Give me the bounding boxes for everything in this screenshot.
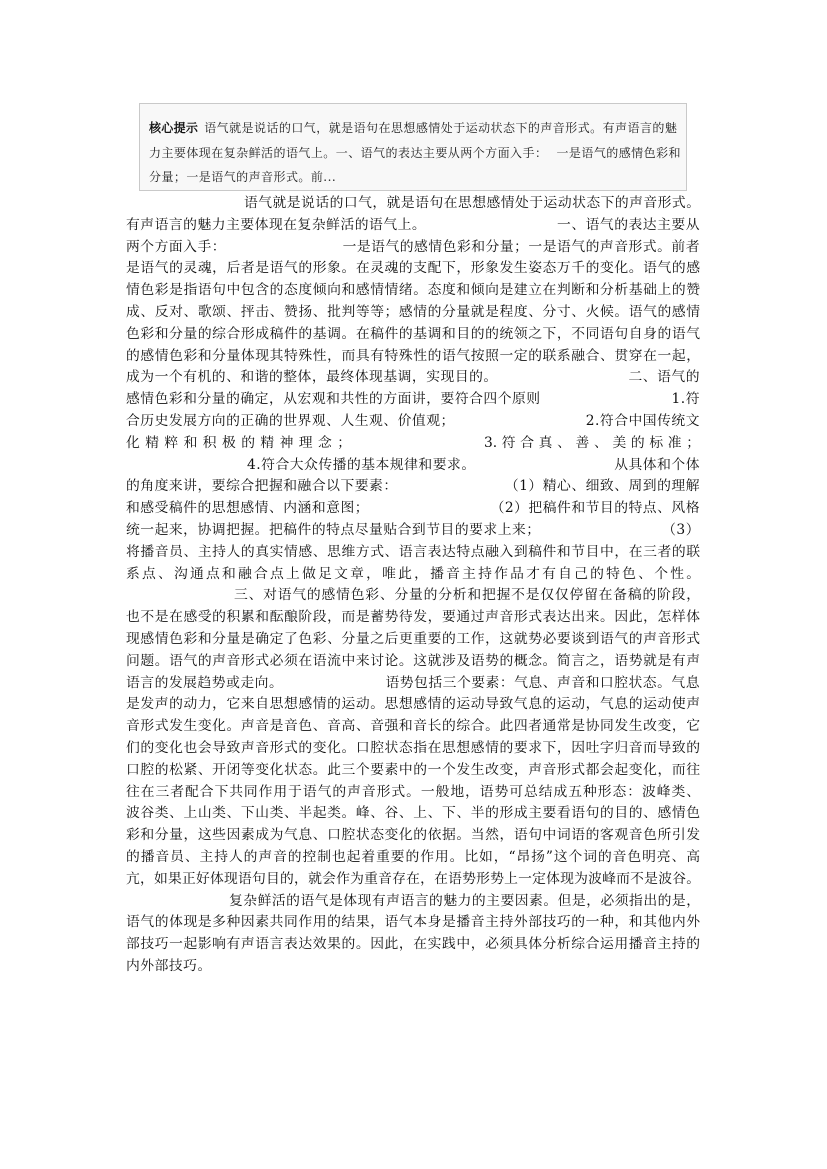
- text-segment: 有声语言的魅力主要体现在复杂鲜活的语气上。: [126, 216, 427, 233]
- body-line: [126, 324, 700, 346]
- text-segment: 化精粹和积极的精神理念；: [126, 434, 351, 451]
- text-segment: 1.符: [671, 391, 700, 408]
- text-segment: 是发声的动力，它来自思想感情的运动。思想感情的运动导致气息的运动，气息的运动使声: [126, 696, 700, 713]
- body-line: [126, 520, 700, 542]
- summary-line: [149, 116, 681, 140]
- body-line: [126, 869, 700, 891]
- body-line: [126, 542, 700, 564]
- body-line: [126, 193, 700, 215]
- summary-text: 语气就是说话的口气，就是语句在思想感情处于运动状态下的声音形式。有声语言的魅: [204, 121, 678, 135]
- body-line: [126, 651, 700, 673]
- body-line: [126, 476, 700, 498]
- summary-line: [149, 141, 681, 165]
- text-segment: 内外部技巧。: [126, 958, 212, 974]
- body-line: [126, 738, 700, 760]
- text-segment: （1）精心、细致、周到的理解: [504, 478, 700, 495]
- text-segment: 4.符合大众传播的基本规律和要求。: [247, 456, 476, 473]
- text-segment: 3.符合真、善、美的标准；: [484, 434, 700, 451]
- body-line: [126, 782, 700, 804]
- text-segment: 和感受稿件的思想感情、内涵和意图；: [126, 500, 370, 517]
- summary-line: [149, 165, 681, 189]
- text-segment: 往在三者配合下共同作用于语气的声音形式。一般地，语势可总结成五种形态：波峰类、: [126, 783, 700, 800]
- summary-text: 分量；一是语气的声音形式。前...: [149, 170, 337, 184]
- text-segment: 彩和分量，这些因素成为气息、口腔状态变化的依据。当然，语句中词语的客观音色所引发: [126, 827, 700, 844]
- body-line: [126, 367, 700, 389]
- text-segment: 将播音员、主持人的真实情感、思维方式、语言表达特点融入到稿件和节目中，在三者的联: [126, 543, 700, 560]
- text-segment: 色彩和分量的综合形成稿件的基调。在稿件的基调和目的的统领之下，不同语句自身的语气: [126, 325, 700, 342]
- body-line: [126, 455, 700, 477]
- text-segment: 两个方面入手：: [126, 238, 227, 255]
- body-line: [126, 346, 700, 368]
- body-line: [126, 629, 700, 651]
- text-segment: 三、对语气的感情色彩、分量的分析和把握不是仅仅停留在备稿的阶段，: [234, 587, 700, 604]
- text-segment: 也不是在感受的积累和酝酿阶段，而是蓄势待发，要通过声音形式表达出来。因此，怎样体: [126, 609, 700, 626]
- text-segment: 语气就是说话的口气，就是语句在思想感情处于运动状态下的声音形式。: [244, 195, 700, 211]
- body-line: [126, 607, 700, 629]
- text-segment: 语势包括三个要素：气息、声音和口腔状态。气息: [385, 674, 700, 691]
- body-line: [126, 891, 700, 913]
- body-line: [126, 280, 700, 302]
- text-segment: 问题。语气的声音形式必须在语流中来讨论。这就涉及语势的概念。简言之，语势就是有声: [126, 652, 700, 669]
- body-line: [126, 258, 700, 280]
- text-segment: 情色彩是指语句中包含的态度倾向和感情情绪。态度和倾向是建立在判断和分析基础上的赞: [126, 282, 700, 299]
- body-line: [126, 694, 700, 716]
- text-segment: 成、反对、歌颂、抨击、赞扬、批判等等；感情的分量就是程度、分寸、火候。语气的感情: [126, 304, 700, 320]
- text-segment: 一、语气的表达主要从: [557, 216, 700, 233]
- text-segment: 的播音员、主持人的声音的控制也起着重要的作用。比如，“昂扬”这个词的音色明亮、高: [126, 849, 700, 865]
- body-line: [126, 411, 700, 433]
- summary-text: 力主要体现在复杂鲜活的语气上。一、语气的表达主要从两个方面入手：: [149, 145, 548, 160]
- text-segment: 口腔的松紧、开闭等变化状态。此三个要素中的一个发生改变，声音形式都会起变化，而往: [126, 761, 700, 778]
- text-segment: 统一起来，协调把握。把稿件的特点尽量贴合到节目的要求上来；: [126, 522, 541, 538]
- body-line: [126, 956, 700, 978]
- body-line: [126, 237, 700, 259]
- body-line: [126, 302, 700, 324]
- body-line: [126, 215, 700, 237]
- text-segment: 成为一个有机的、和谐的整体，最终体现基调，实现目的。: [126, 369, 498, 386]
- text-segment: 2.符合中国传统文: [585, 413, 700, 429]
- body-line: [126, 934, 700, 956]
- text-segment: 们的变化也会导致声音形式的变化。口腔状态指在思想感情的要求下，因吐字归音而导致的: [126, 740, 700, 756]
- text-segment: （3）: [662, 522, 700, 538]
- text-segment: 二、语气的: [628, 369, 700, 386]
- text-segment: 部技巧一起影响有声语言表达效果的。因此，在实践中，必须具体分析综合运用播音主持的: [126, 936, 700, 953]
- text-segment: 复杂鲜活的语气是体现有声语言的魅力的主要因素。但是，必须指出的是，: [229, 892, 700, 909]
- text-segment: 现感情色彩和分量是确定了色彩、分量之后更重要的工作，这就势必要谈到语气的声音形式: [126, 631, 700, 647]
- text-segment: 系点、沟通点和融合点上做足文章，唯此，播音主持作品才有自己的特色、个性。: [126, 565, 700, 582]
- body-line: [126, 912, 700, 934]
- text-segment: 音形式发生变化。声音是音色、音高、音强和音长的综合。此四者通常是协同发生改变，它: [126, 718, 700, 735]
- text-segment: 的感情色彩和分量体现其特殊性，而具有特殊性的语气按照一定的联系融合、贯穿在一起，: [126, 347, 700, 364]
- text-segment: 亢，如果正好体现语句目的，就会作为重音存在，在语势形势上一定体现为波峰而不是波谷。: [126, 870, 700, 887]
- body-line: [126, 673, 700, 695]
- body-line: [126, 498, 700, 520]
- text-segment: 语气的体现是多种因素共同作用的结果，语气本身是播音主持外部技巧的一种，和其他内外: [126, 914, 700, 931]
- text-segment: 感情色彩和分量的确定，从宏观和共性的方面讲，要符合四个原则: [126, 391, 541, 408]
- summary-label: 核心提示: [149, 121, 199, 135]
- body-line: [126, 389, 700, 411]
- body-line: [126, 760, 700, 782]
- body-line: [126, 564, 700, 586]
- text-segment: 的角度来讲，要综合把握和融合以下要素：: [126, 478, 398, 495]
- text-segment: （2）把稿件和节目的特点、风格: [490, 500, 700, 517]
- text-segment: 合历史发展方向的正确的世界观、人生观、价值观；: [126, 413, 455, 429]
- body-line: [126, 433, 700, 455]
- body-line: [126, 847, 700, 869]
- text-segment: 是语气的灵魂，后者是语气的形象。在灵魂的支配下，形象发生姿态万千的变化。语气的感: [126, 260, 700, 277]
- text-segment: 一是语气的感情色彩和分量；一是语气的声音形式。前者: [342, 238, 700, 255]
- body-line: [126, 803, 700, 825]
- body-line: [126, 585, 700, 607]
- text-segment: 语言的发展趋势或走向。: [126, 674, 284, 691]
- body-line: [126, 716, 700, 738]
- text-segment: 从具体和个体: [614, 456, 700, 473]
- summary-box: [139, 103, 687, 191]
- summary-text: 一是语气的感情色彩和: [556, 145, 681, 160]
- text-segment: 波谷类、上山类、下山类、半起类。峰、谷、上、下、半的形成主要看语句的目的、感情色: [126, 805, 700, 822]
- body-line: [126, 825, 700, 847]
